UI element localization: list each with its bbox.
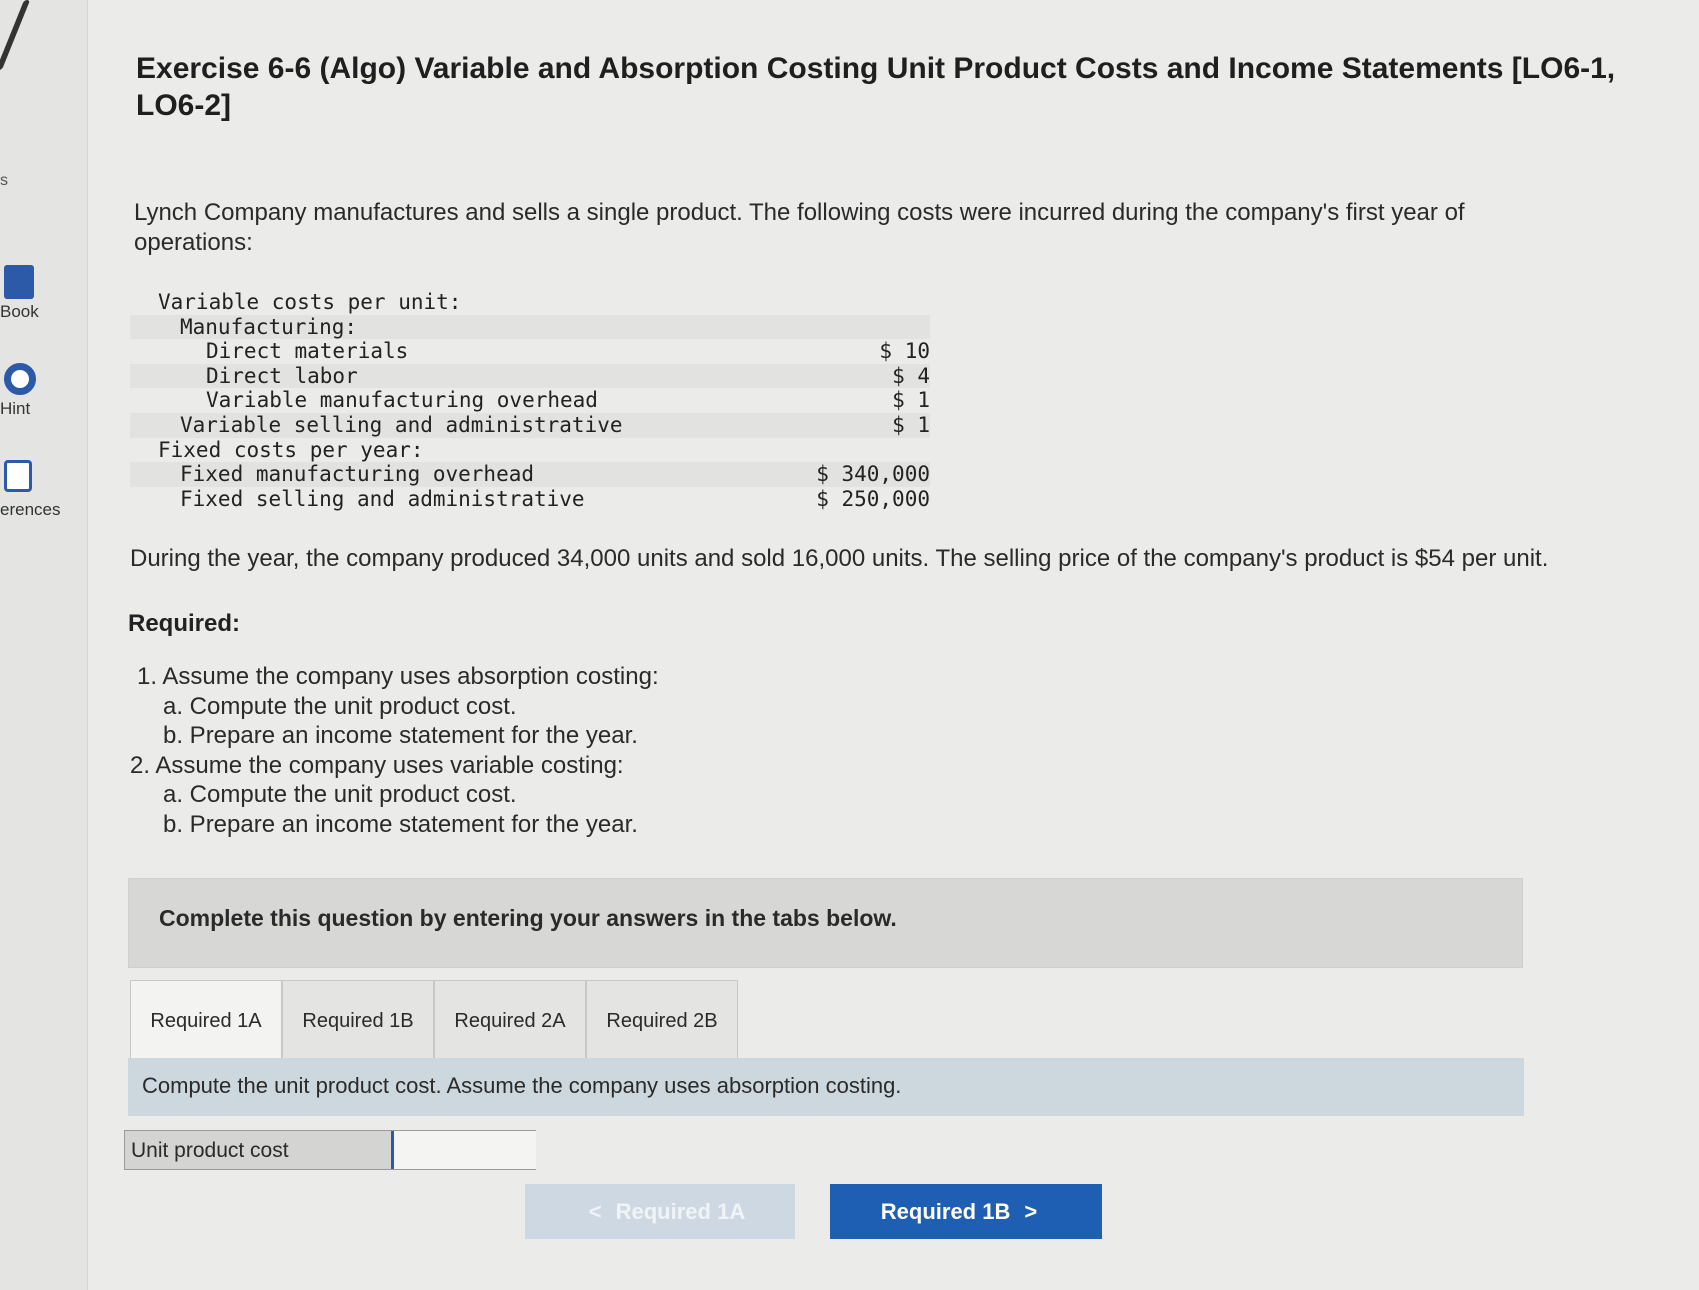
cost-label: Fixed manufacturing overhead (180, 462, 535, 487)
cost-row (130, 364, 930, 389)
cost-label: Fixed costs per year: (158, 437, 424, 462)
cost-row (130, 339, 930, 364)
cost-label: Fixed selling and administrative (180, 486, 585, 511)
tab-instruction (128, 1058, 1524, 1116)
chevron-left-icon: < (588, 1198, 602, 1224)
previous-button[interactable] (525, 1184, 795, 1239)
required-heading: Required: (128, 610, 241, 637)
rail-fragment: s (0, 172, 8, 189)
cost-row (130, 388, 930, 413)
banner-text: Complete this question by entering your answers in the tabs below. (159, 905, 897, 931)
tab-required-2a[interactable]: Required 2A (434, 980, 586, 1060)
cost-value: $ 340,000 (816, 462, 930, 487)
cost-label: Direct materials (206, 339, 409, 364)
cost-value: $ 10 (879, 339, 930, 364)
exercise-title: Exercise 6-6 (Algo) Variable and Absorption Costing Unit Product Costs and Income Statements [LO6-1, LO6-2] (136, 52, 1616, 122)
list-item: a. Compute the unit product cost. (163, 781, 517, 808)
tab-required-1b[interactable]: Required 1B (282, 980, 434, 1060)
cost-row (130, 438, 930, 463)
lifebuoy-icon (4, 363, 36, 395)
list-item: b. Prepare an income statement for the year. (163, 722, 638, 749)
left-rail (0, 0, 88, 1290)
references-icon (4, 460, 32, 492)
cost-row (130, 315, 930, 340)
cost-value: $ 1 (892, 412, 930, 437)
list-item: 1. Assume the company uses absorption costing: (137, 663, 659, 690)
cost-value: $ 4 (892, 363, 930, 388)
required-list (130, 662, 659, 839)
unit-product-cost-input[interactable] (391, 1131, 536, 1169)
production-sales-text: During the year, the company produced 34,000 units and sold 16,000 units. The selling price of the company's product is $54 per unit. (130, 545, 1549, 572)
cost-label: Variable manufacturing overhead (206, 388, 598, 413)
cost-row (130, 413, 930, 438)
cost-table (130, 290, 930, 511)
rail-item-hint-label: Hint (0, 399, 31, 418)
cost-label: Variable costs per unit: (158, 290, 462, 314)
next-button-label: Required 1B (880, 1198, 1011, 1224)
list-item: a. Compute the unit product cost. (163, 692, 517, 720)
cost-label: Variable selling and administrative (180, 412, 623, 437)
cost-value: $ 250,000 (816, 486, 930, 511)
chevron-right-icon: > (1024, 1198, 1038, 1224)
cost-label: Direct labor (206, 363, 358, 388)
unit-product-cost-label: Unit product cost (131, 1139, 289, 1162)
list-item: b. Prepare an income statement for the year. (163, 810, 638, 838)
tab-instruction-text: Compute the unit product cost. Assume the company uses absorption costing. (142, 1073, 902, 1098)
tab-required-1a[interactable]: Required 1A (130, 980, 282, 1062)
unit-product-cost-row (124, 1130, 536, 1170)
rail-item-references-label: erences (0, 500, 61, 519)
cost-row (130, 290, 930, 315)
intro-text: Lynch Company manufactures and sells a single product. The following costs were incurred during the company's first year of operations: (134, 199, 1465, 256)
tab-required-2b[interactable]: Required 2B (586, 980, 738, 1060)
book-icon (4, 265, 34, 299)
slash-mark (0, 0, 30, 70)
instructions-banner (128, 878, 1523, 968)
cost-row (130, 487, 930, 512)
rail-item-book-label: Book (0, 302, 39, 321)
previous-button-label: Required 1A (615, 1198, 746, 1224)
cost-row (130, 462, 930, 487)
next-button[interactable] (830, 1184, 1102, 1239)
list-item: 2. Assume the company uses variable costing: (130, 751, 624, 779)
cost-value: $ 1 (892, 388, 930, 413)
cost-label: Manufacturing: (180, 314, 358, 339)
